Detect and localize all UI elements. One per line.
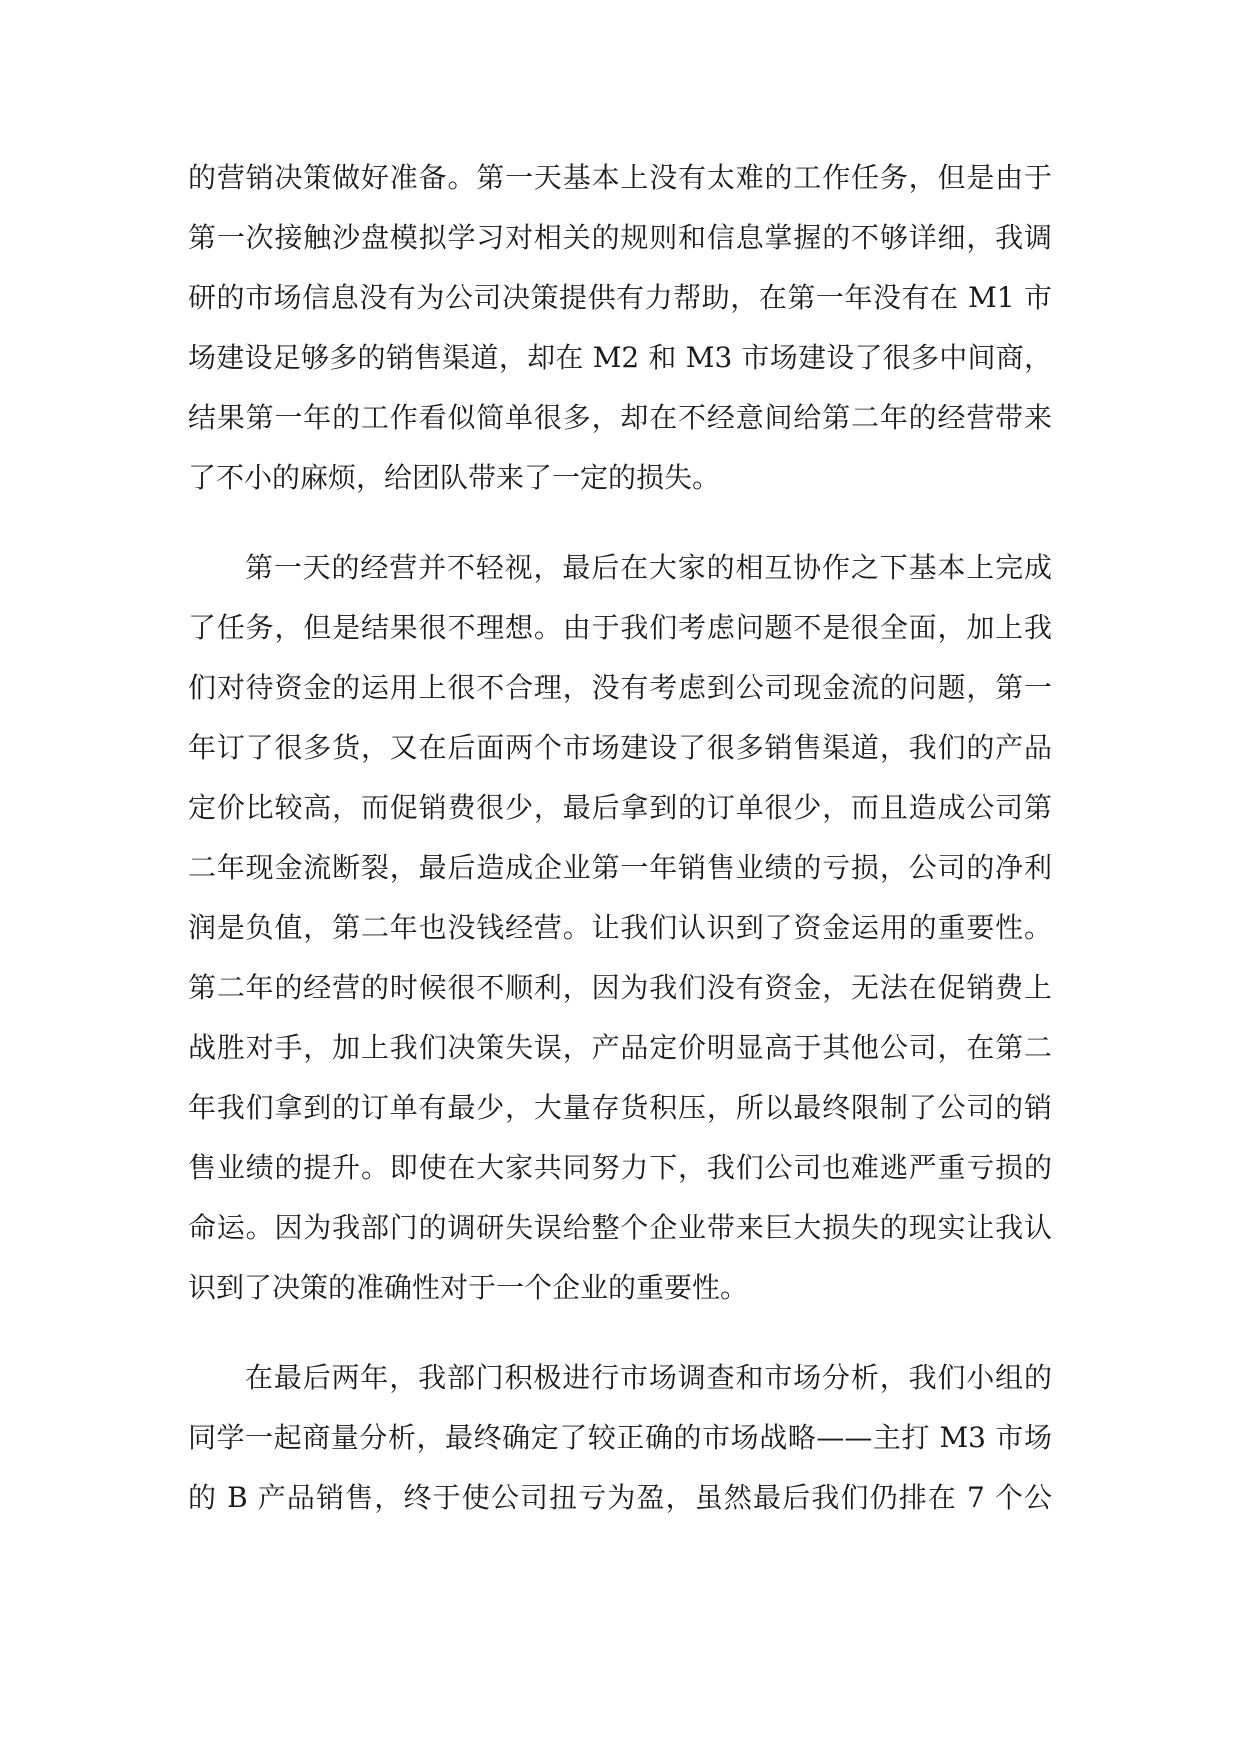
paragraph-1 xyxy=(188,148,1052,508)
text-line: 的营销决策做好准备。第一天基本上没有太难的工作任务，但是由于 xyxy=(188,161,1052,194)
text-line: 同学一起商量分析，最终确定了较正确的市场战略——主打 M3 市场 xyxy=(188,1421,1052,1454)
text-line: 定价比较高，而促销费很少，最后拿到的订单很少，而且造成公司第 xyxy=(188,791,1052,824)
paragraph-2 xyxy=(188,538,1052,1318)
text-line: 识到了决策的准确性对于一个企业的重要性。 xyxy=(188,1271,749,1304)
text-line: 结果第一年的工作看似简单很多，却在不经意间给第二年的经营带来 xyxy=(188,401,1052,434)
text-line: 的 B 产品销售，终于使公司扭亏为盈，虽然最后我们仍排在 7 个公 xyxy=(188,1481,1052,1514)
text-line: 战胜对手，加上我们决策失误，产品定价明显高于其他公司，在第二 xyxy=(188,1031,1052,1064)
text-line: 年订了很多货，又在后面两个市场建设了很多销售渠道，我们的产品 xyxy=(188,731,1052,764)
paragraph-spacer xyxy=(188,508,1052,538)
paragraph-3 xyxy=(188,1348,1052,1528)
text-line: 了不小的麻烦，给团队带来了一定的损失。 xyxy=(188,461,721,494)
text-line: 第二年的经营的时候很不顺利，因为我们没有资金，无法在促销费上 xyxy=(188,971,1052,1004)
text-line: 们对待资金的运用上很不合理，没有考虑到公司现金流的问题，第一 xyxy=(188,671,1052,704)
paragraph-spacer xyxy=(188,1318,1052,1348)
text-line: 润是负值，第二年也没钱经营。让我们认识到了资金运用的重要性。 xyxy=(188,911,1052,944)
text-line: 了任务，但是结果很不理想。由于我们考虑问题不是很全面，加上我 xyxy=(188,611,1052,644)
text-line: 第一次接触沙盘模拟学习对相关的规则和信息掌握的不够详细，我调 xyxy=(188,221,1052,254)
text-line: 年我们拿到的订单有最少，大量存货积压，所以最终限制了公司的销 xyxy=(188,1091,1052,1124)
text-line: 命运。因为我部门的调研失误给整个企业带来巨大损失的现实让我认 xyxy=(188,1211,1052,1244)
text-line: 在最后两年，我部门积极进行市场调查和市场分析，我们小组的 xyxy=(245,1361,1052,1394)
text-line: 二年现金流断裂，最后造成企业第一年销售业绩的亏损，公司的净利 xyxy=(188,851,1052,884)
text-line: 售业绩的提升。即使在大家共同努力下，我们公司也难逃严重亏损的 xyxy=(188,1151,1052,1184)
document-body xyxy=(188,148,1052,1528)
text-line: 研的市场信息没有为公司决策提供有力帮助，在第一年没有在 M1 市 xyxy=(188,281,1052,314)
text-line: 场建设足够多的销售渠道，却在 M2 和 M3 市场建设了很多中间商， xyxy=(188,341,1052,374)
text-line: 第一天的经营并不轻视，最后在大家的相互协作之下基本上完成 xyxy=(245,551,1052,584)
